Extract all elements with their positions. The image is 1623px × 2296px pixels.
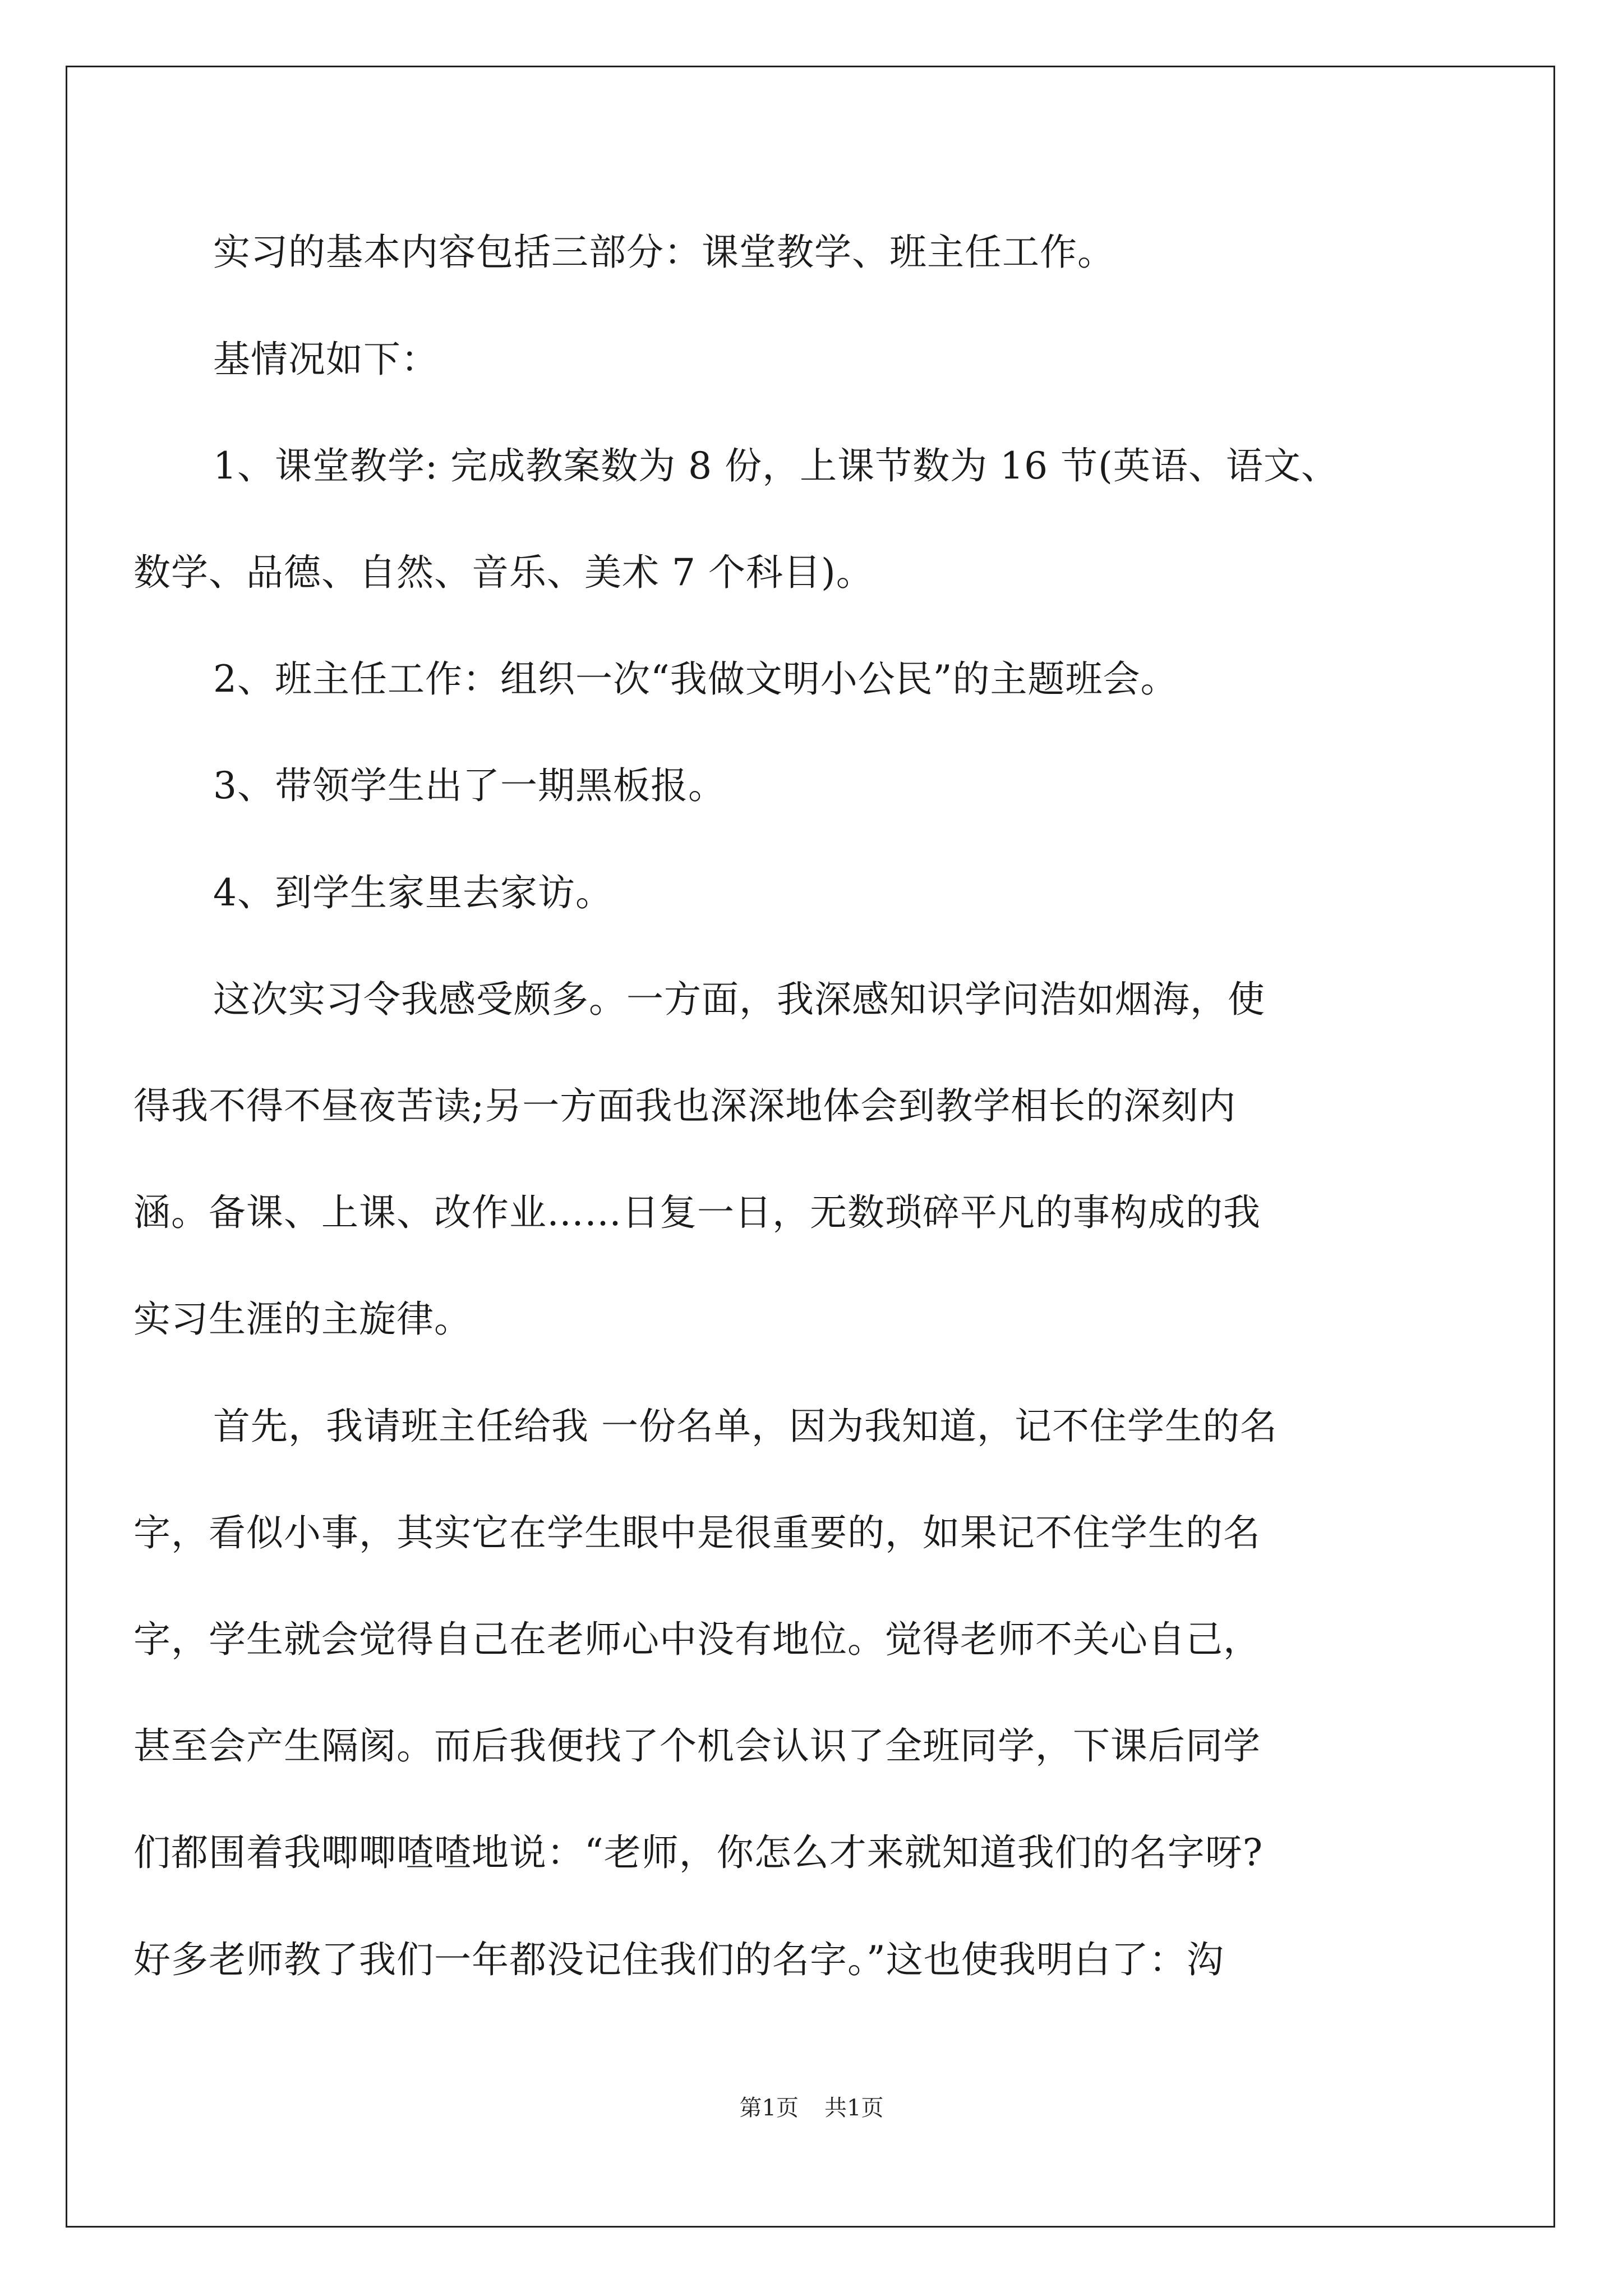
page-number-current: 第1页	[739, 2095, 799, 2121]
paragraph-line: 实习的基本内容包括三部分：课堂教学、班主任工作。	[213, 231, 1115, 274]
paragraph-line: 甚至会产生隔阂。而后我便找了个机会认识了全班同学，下课后同学	[133, 1724, 1261, 1768]
paragraph-line: 得我不得不昼夜苦读;另一方面我也深深地体会到教学相长的深刻内	[133, 1084, 1237, 1128]
page-number-total: 共1页	[824, 2095, 884, 2121]
paragraph-line: 这次实习令我感受颇多。一方面，我深感知识学问浩如烟海，使	[213, 978, 1265, 1021]
paragraph-line: 实习生涯的主旋律。	[133, 1297, 472, 1341]
page-footer	[0, 2091, 1623, 2125]
paragraph-line: 4、到学生家里去家访。	[213, 871, 613, 914]
paragraph-line: 涵。备课、上课、改作业……日复一日，无数琐碎平凡的事构成的我	[133, 1191, 1261, 1234]
paragraph-line: 字，学生就会觉得自己在老师心中没有地位。觉得老师不关心自己，	[133, 1618, 1261, 1661]
paragraph-line: 1、课堂教学: 完成教案数为 8 份，上课节数为 16 节(英语、语文、	[213, 444, 1339, 487]
page-border	[66, 66, 1555, 2228]
paragraph-line: 字，看似小事，其实它在学生眼中是很重要的，如果记不住学生的名	[133, 1511, 1261, 1554]
paragraph-line: 基情况如下：	[213, 338, 439, 381]
paragraph-line: 首先，我请班主任给我 一份名单，因为我知道，记不住学生的名	[213, 1405, 1278, 1448]
paragraph-line: 们都围着我唧唧喳喳地说：“老师，你怎么才来就知道我们的名字呀?	[133, 1831, 1264, 1874]
paragraph-line: 数学、品德、自然、音乐、美术 7 个科目)。	[133, 551, 874, 594]
paragraph-line: 2、班主任工作：组织一次“我做文明小公民”的主题班会。	[213, 657, 1178, 701]
paragraph-line: 好多老师教了我们一年都没记住我们的名字。”这也使我明白了：沟	[133, 1938, 1224, 1981]
paragraph-line: 3、带领学生出了一期黑板报。	[213, 764, 726, 807]
